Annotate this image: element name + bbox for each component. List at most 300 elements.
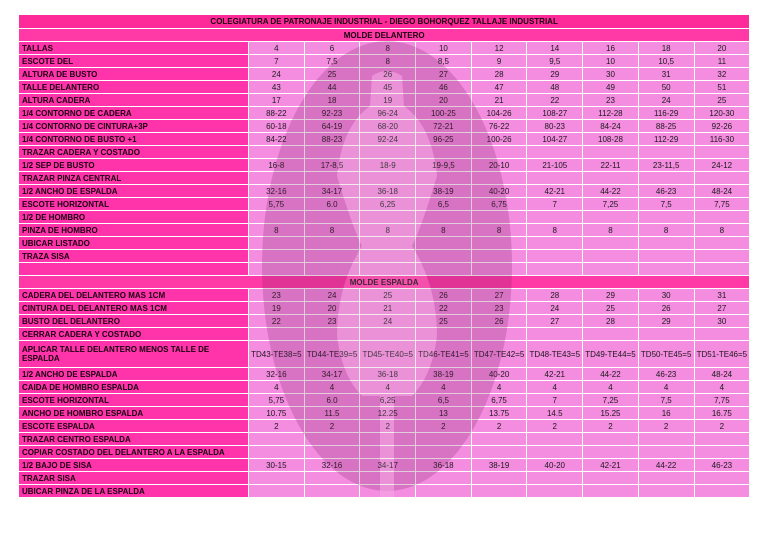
size-value-cell: 14 bbox=[527, 42, 583, 55]
size-value-cell: TD51-TE46=5 bbox=[694, 341, 750, 368]
size-value-cell: 46-23 bbox=[694, 459, 750, 472]
size-value-cell: 30 bbox=[638, 289, 694, 302]
table-row bbox=[19, 263, 750, 276]
size-value-cell: TD45-TE40=5 bbox=[360, 341, 416, 368]
table-row bbox=[19, 146, 750, 159]
size-value-cell: 16.75 bbox=[694, 407, 750, 420]
size-value-cell bbox=[304, 485, 360, 498]
size-value-cell: 4 bbox=[304, 381, 360, 394]
size-value-cell: 23 bbox=[249, 289, 305, 302]
size-value-cell: 7,75 bbox=[694, 198, 750, 211]
size-value-cell bbox=[416, 485, 472, 498]
size-value-cell: 4 bbox=[638, 381, 694, 394]
size-value-cell: 4 bbox=[694, 381, 750, 394]
size-value-cell: 26 bbox=[471, 315, 527, 328]
size-value-cell: 25 bbox=[360, 289, 416, 302]
row-label: ESCOTE HORIZONTAL bbox=[19, 394, 249, 407]
size-value-cell bbox=[638, 328, 694, 341]
size-value-cell: 15.25 bbox=[583, 407, 639, 420]
size-value-cell bbox=[583, 172, 639, 185]
size-value-cell: 23-11,5 bbox=[638, 159, 694, 172]
size-value-cell: 8 bbox=[360, 55, 416, 68]
row-label: 1/2 DE HOMBRO bbox=[19, 211, 249, 224]
section-heading: MOLDE DELANTERO bbox=[19, 29, 750, 42]
row-label: UBICAR LISTADO bbox=[19, 237, 249, 250]
size-value-cell bbox=[638, 485, 694, 498]
row-label: COPIAR COSTADO DEL DELANTERO A LA ESPALDA bbox=[19, 446, 249, 459]
size-value-cell bbox=[471, 250, 527, 263]
row-label: CADERA DEL DELANTERO MAS 1CM bbox=[19, 289, 249, 302]
size-value-cell: 28 bbox=[583, 315, 639, 328]
size-value-cell: TD48-TE43=5 bbox=[527, 341, 583, 368]
size-value-cell: 88-25 bbox=[638, 120, 694, 133]
table-row bbox=[19, 120, 750, 133]
size-value-cell: 14.5 bbox=[527, 407, 583, 420]
size-value-cell: 48-24 bbox=[694, 368, 750, 381]
size-value-cell: 16 bbox=[638, 407, 694, 420]
size-value-cell bbox=[304, 237, 360, 250]
size-value-cell bbox=[638, 263, 694, 276]
size-value-cell: 24 bbox=[527, 302, 583, 315]
size-value-cell: 2 bbox=[638, 420, 694, 433]
size-value-cell: 100-25 bbox=[416, 107, 472, 120]
size-value-cell: 8 bbox=[360, 42, 416, 55]
size-value-cell bbox=[249, 146, 305, 159]
table-row bbox=[19, 446, 750, 459]
size-value-cell: 38-19 bbox=[416, 185, 472, 198]
size-value-cell: 29 bbox=[638, 315, 694, 328]
size-value-cell bbox=[694, 237, 750, 250]
table-row bbox=[19, 381, 750, 394]
size-value-cell: 22 bbox=[249, 315, 305, 328]
size-value-cell: 21 bbox=[360, 302, 416, 315]
size-value-cell: 17 bbox=[249, 94, 305, 107]
table-row bbox=[19, 237, 750, 250]
size-value-cell: 2 bbox=[694, 420, 750, 433]
row-label: UBICAR PINZA DE LA ESPALDA bbox=[19, 485, 249, 498]
size-value-cell bbox=[527, 433, 583, 446]
size-value-cell bbox=[638, 237, 694, 250]
row-label: TRAZA SISA bbox=[19, 250, 249, 263]
size-value-cell bbox=[304, 328, 360, 341]
size-value-cell: 20 bbox=[416, 94, 472, 107]
size-value-cell: 8 bbox=[583, 224, 639, 237]
row-label: ANCHO DE HOMBRO ESPALDA bbox=[19, 407, 249, 420]
size-value-cell: 2 bbox=[360, 420, 416, 433]
size-value-cell: 16 bbox=[583, 42, 639, 55]
table-row bbox=[19, 459, 750, 472]
table-row bbox=[19, 315, 750, 328]
size-value-cell: 13 bbox=[416, 407, 472, 420]
size-value-cell: 25 bbox=[583, 302, 639, 315]
size-value-cell: 23 bbox=[304, 315, 360, 328]
size-value-cell bbox=[249, 211, 305, 224]
size-value-cell: 45 bbox=[360, 81, 416, 94]
size-value-cell bbox=[360, 211, 416, 224]
size-value-cell: 25 bbox=[416, 315, 472, 328]
size-value-cell bbox=[360, 472, 416, 485]
size-value-cell bbox=[527, 263, 583, 276]
table-row bbox=[19, 302, 750, 315]
size-value-cell: 104-26 bbox=[471, 107, 527, 120]
size-value-cell: 24 bbox=[304, 289, 360, 302]
size-value-cell bbox=[527, 472, 583, 485]
table-row bbox=[19, 485, 750, 498]
size-value-cell: 46-23 bbox=[638, 185, 694, 198]
table-row bbox=[19, 94, 750, 107]
size-value-cell: 24 bbox=[360, 315, 416, 328]
size-value-cell: 49 bbox=[583, 81, 639, 94]
size-value-cell bbox=[694, 146, 750, 159]
size-value-cell: TD44-TE39=5 bbox=[304, 341, 360, 368]
size-value-cell: 25 bbox=[304, 68, 360, 81]
row-label: 1/4 CONTORNO DE CINTURA+3P bbox=[19, 120, 249, 133]
size-value-cell bbox=[416, 172, 472, 185]
table-row bbox=[19, 394, 750, 407]
size-value-cell: 7,25 bbox=[583, 394, 639, 407]
size-value-cell: 38-19 bbox=[471, 459, 527, 472]
size-value-cell: 26 bbox=[360, 68, 416, 81]
size-value-cell: 42-21 bbox=[583, 459, 639, 472]
size-value-cell: 19 bbox=[249, 302, 305, 315]
row-label: 1/4 CONTORNO DE BUSTO +1 bbox=[19, 133, 249, 146]
size-value-cell bbox=[249, 237, 305, 250]
size-value-cell: 32-16 bbox=[249, 368, 305, 381]
row-label: ALTURA DE BUSTO bbox=[19, 68, 249, 81]
table-row bbox=[19, 185, 750, 198]
size-value-cell bbox=[694, 250, 750, 263]
size-value-cell bbox=[304, 433, 360, 446]
size-value-cell: 108-28 bbox=[583, 133, 639, 146]
size-value-cell bbox=[249, 172, 305, 185]
row-label: 1/2 ANCHO DE ESPALDA bbox=[19, 368, 249, 381]
size-value-cell: 120-30 bbox=[694, 107, 750, 120]
size-value-cell: 50 bbox=[638, 81, 694, 94]
size-value-cell: 96-24 bbox=[360, 107, 416, 120]
size-value-cell: 25 bbox=[694, 94, 750, 107]
size-value-cell: 11 bbox=[694, 55, 750, 68]
size-value-cell: 6 bbox=[304, 42, 360, 55]
size-value-cell bbox=[304, 146, 360, 159]
size-value-cell: 10 bbox=[583, 55, 639, 68]
size-value-cell bbox=[360, 433, 416, 446]
row-label: ESCOTE ESPALDA bbox=[19, 420, 249, 433]
size-value-cell: 8 bbox=[249, 224, 305, 237]
size-value-cell: 23 bbox=[583, 94, 639, 107]
table-row bbox=[19, 107, 750, 120]
table-row bbox=[19, 172, 750, 185]
size-value-cell: 24 bbox=[638, 94, 694, 107]
size-value-cell: 108-27 bbox=[527, 107, 583, 120]
size-value-cell bbox=[471, 237, 527, 250]
size-value-cell: 40-20 bbox=[527, 459, 583, 472]
size-value-cell: 34-17 bbox=[304, 368, 360, 381]
size-value-cell: 10 bbox=[416, 42, 472, 55]
size-value-cell bbox=[360, 446, 416, 459]
table-row bbox=[19, 42, 750, 55]
size-value-cell: 104-27 bbox=[527, 133, 583, 146]
size-value-cell bbox=[583, 250, 639, 263]
size-value-cell: 48-24 bbox=[694, 185, 750, 198]
size-value-cell: 4 bbox=[249, 381, 305, 394]
size-value-cell bbox=[416, 328, 472, 341]
size-value-cell: 2 bbox=[304, 420, 360, 433]
row-label: 1/2 SEP DE BUSTO bbox=[19, 159, 249, 172]
size-value-cell: 7 bbox=[527, 394, 583, 407]
size-value-cell bbox=[471, 172, 527, 185]
row-label: ESCOTE HORIZONTAL bbox=[19, 198, 249, 211]
table-row bbox=[19, 250, 750, 263]
size-value-cell bbox=[416, 433, 472, 446]
row-label: TRAZAR CADERA Y COSTADO bbox=[19, 146, 249, 159]
table-row bbox=[19, 289, 750, 302]
size-value-cell: 72-21 bbox=[416, 120, 472, 133]
size-value-cell bbox=[638, 211, 694, 224]
size-value-cell bbox=[471, 146, 527, 159]
size-value-cell: 30-15 bbox=[249, 459, 305, 472]
size-value-cell bbox=[638, 446, 694, 459]
size-value-cell: 12.25 bbox=[360, 407, 416, 420]
size-value-cell: TD50-TE45=5 bbox=[638, 341, 694, 368]
size-value-cell: 44-22 bbox=[638, 459, 694, 472]
size-value-cell bbox=[471, 446, 527, 459]
size-value-cell bbox=[360, 146, 416, 159]
size-value-cell: 27 bbox=[471, 289, 527, 302]
size-value-cell bbox=[694, 485, 750, 498]
size-value-cell bbox=[360, 328, 416, 341]
size-value-cell bbox=[360, 172, 416, 185]
size-value-cell bbox=[694, 211, 750, 224]
size-value-cell: 8 bbox=[527, 224, 583, 237]
size-value-cell: 6,5 bbox=[416, 198, 472, 211]
size-value-cell: 7,75 bbox=[694, 394, 750, 407]
size-value-cell: 23 bbox=[471, 302, 527, 315]
row-label: CAIDA DE HOMBRO ESPALDA bbox=[19, 381, 249, 394]
size-value-cell bbox=[249, 485, 305, 498]
size-value-cell bbox=[249, 446, 305, 459]
size-value-cell: 8 bbox=[638, 224, 694, 237]
size-value-cell: 8 bbox=[471, 224, 527, 237]
size-value-cell bbox=[527, 237, 583, 250]
size-value-cell: 96-25 bbox=[416, 133, 472, 146]
size-value-cell: 76-22 bbox=[471, 120, 527, 133]
size-value-cell: 64-19 bbox=[304, 120, 360, 133]
table-row bbox=[19, 368, 750, 381]
size-value-cell bbox=[360, 485, 416, 498]
sizing-table bbox=[18, 14, 750, 498]
size-value-cell: 24 bbox=[249, 68, 305, 81]
size-value-cell bbox=[416, 237, 472, 250]
size-value-cell: 6.0 bbox=[304, 394, 360, 407]
table-row bbox=[19, 224, 750, 237]
size-value-cell: 32-16 bbox=[249, 185, 305, 198]
size-value-cell bbox=[694, 433, 750, 446]
size-value-cell: 44-22 bbox=[583, 368, 639, 381]
size-value-cell bbox=[527, 172, 583, 185]
size-value-cell bbox=[638, 433, 694, 446]
size-value-cell: 16-8 bbox=[249, 159, 305, 172]
size-value-cell: 13.75 bbox=[471, 407, 527, 420]
size-value-cell bbox=[416, 446, 472, 459]
size-value-cell: 21 bbox=[471, 94, 527, 107]
size-value-cell: 4 bbox=[471, 381, 527, 394]
size-value-cell bbox=[249, 433, 305, 446]
size-value-cell bbox=[527, 250, 583, 263]
size-value-cell: 2 bbox=[249, 420, 305, 433]
row-label: TRAZAR CENTRO ESPALDA bbox=[19, 433, 249, 446]
row-label: PINZA DE HOMBRO bbox=[19, 224, 249, 237]
size-value-cell: 47 bbox=[471, 81, 527, 94]
size-value-cell: 9 bbox=[471, 55, 527, 68]
row-label: APLICAR TALLE DELANTERO MENOS TALLE DE ESPALDA bbox=[19, 341, 249, 368]
size-value-cell: 42-21 bbox=[527, 368, 583, 381]
size-value-cell: 18 bbox=[304, 94, 360, 107]
size-value-cell bbox=[583, 211, 639, 224]
size-value-cell: 4 bbox=[527, 381, 583, 394]
size-value-cell bbox=[583, 237, 639, 250]
size-value-cell: 19-9,5 bbox=[416, 159, 472, 172]
size-value-cell: 8,5 bbox=[416, 55, 472, 68]
size-value-cell: 7,5 bbox=[638, 198, 694, 211]
size-value-cell: 92-23 bbox=[304, 107, 360, 120]
size-value-cell: 8 bbox=[416, 224, 472, 237]
size-value-cell: 32-16 bbox=[304, 459, 360, 472]
size-value-cell bbox=[638, 146, 694, 159]
row-label: CERRAR CADERA Y COSTADO bbox=[19, 328, 249, 341]
size-value-cell bbox=[694, 446, 750, 459]
size-value-cell: 27 bbox=[694, 302, 750, 315]
size-value-cell: TD43-TE38=5 bbox=[249, 341, 305, 368]
size-value-cell: 30 bbox=[694, 315, 750, 328]
size-value-cell: 44 bbox=[304, 81, 360, 94]
size-value-cell: 20 bbox=[694, 42, 750, 55]
size-value-cell: 51 bbox=[694, 81, 750, 94]
row-label bbox=[19, 263, 249, 276]
size-value-cell: 20 bbox=[304, 302, 360, 315]
size-value-cell: 21-105 bbox=[527, 159, 583, 172]
row-label: CINTURA DEL DELANTERO MAS 1CM bbox=[19, 302, 249, 315]
size-value-cell: 32 bbox=[694, 68, 750, 81]
size-value-cell bbox=[471, 472, 527, 485]
size-value-cell bbox=[638, 172, 694, 185]
size-value-cell: 36-18 bbox=[360, 368, 416, 381]
size-value-cell bbox=[304, 472, 360, 485]
table-row bbox=[19, 198, 750, 211]
size-value-cell: 19 bbox=[360, 94, 416, 107]
row-label: 1/2 ANCHO DE ESPALDA bbox=[19, 185, 249, 198]
size-value-cell: 46 bbox=[416, 81, 472, 94]
size-value-cell: 6,75 bbox=[471, 198, 527, 211]
table-row bbox=[19, 211, 750, 224]
table-row bbox=[19, 81, 750, 94]
size-value-cell: 5,75 bbox=[249, 198, 305, 211]
size-value-cell: 46-23 bbox=[638, 368, 694, 381]
size-value-cell: 17-8,5 bbox=[304, 159, 360, 172]
size-value-cell: 4 bbox=[249, 42, 305, 55]
size-value-cell bbox=[249, 328, 305, 341]
size-value-cell: 27 bbox=[416, 68, 472, 81]
size-value-cell: 26 bbox=[416, 289, 472, 302]
size-value-cell: 92-26 bbox=[694, 120, 750, 133]
size-value-cell: 4 bbox=[416, 381, 472, 394]
size-value-cell bbox=[527, 328, 583, 341]
table-row bbox=[19, 133, 750, 146]
size-value-cell bbox=[694, 328, 750, 341]
size-value-cell bbox=[304, 250, 360, 263]
size-value-cell: 24-12 bbox=[694, 159, 750, 172]
size-value-cell: 34-17 bbox=[360, 459, 416, 472]
size-value-cell bbox=[360, 237, 416, 250]
row-label: ALTURA CADERA bbox=[19, 94, 249, 107]
size-value-cell bbox=[638, 250, 694, 263]
size-value-cell bbox=[416, 146, 472, 159]
size-value-cell bbox=[583, 146, 639, 159]
size-value-cell: 22 bbox=[416, 302, 472, 315]
table-row bbox=[19, 420, 750, 433]
size-value-cell: 68-20 bbox=[360, 120, 416, 133]
table-row bbox=[19, 55, 750, 68]
size-value-cell: 40-20 bbox=[471, 185, 527, 198]
size-value-cell bbox=[304, 172, 360, 185]
size-value-cell: 84-22 bbox=[249, 133, 305, 146]
size-value-cell: 4 bbox=[583, 381, 639, 394]
size-value-cell bbox=[471, 328, 527, 341]
size-value-cell bbox=[527, 146, 583, 159]
size-value-cell: 12 bbox=[471, 42, 527, 55]
size-value-cell bbox=[583, 263, 639, 276]
size-value-cell: 8 bbox=[360, 224, 416, 237]
size-value-cell bbox=[694, 472, 750, 485]
size-value-cell bbox=[638, 472, 694, 485]
row-label: TRAZAR SISA bbox=[19, 472, 249, 485]
size-value-cell: 28 bbox=[471, 68, 527, 81]
size-value-cell bbox=[583, 446, 639, 459]
size-value-cell bbox=[304, 446, 360, 459]
size-value-cell: 8 bbox=[694, 224, 750, 237]
size-value-cell bbox=[304, 263, 360, 276]
size-value-cell: 42-21 bbox=[527, 185, 583, 198]
row-label: TALLAS bbox=[19, 42, 249, 55]
size-value-cell bbox=[249, 472, 305, 485]
size-value-cell: 8 bbox=[304, 224, 360, 237]
size-value-cell: 28 bbox=[527, 289, 583, 302]
size-value-cell bbox=[583, 485, 639, 498]
size-value-cell: 40-20 bbox=[471, 368, 527, 381]
size-value-cell: 4 bbox=[360, 381, 416, 394]
table-row bbox=[19, 159, 750, 172]
table-row bbox=[19, 472, 750, 485]
size-value-cell: 7,5 bbox=[638, 394, 694, 407]
size-value-cell: TD46-TE41=5 bbox=[416, 341, 472, 368]
sizing-sheet bbox=[18, 14, 750, 498]
size-value-cell: 2 bbox=[416, 420, 472, 433]
size-value-cell: 7,5 bbox=[304, 55, 360, 68]
size-value-cell bbox=[471, 433, 527, 446]
document-title: COLEGIATURA DE PATRONAJE INDUSTRIAL - DIEGO BOHORQUEZ TALLAJE INDUSTRIAL bbox=[19, 15, 750, 29]
size-value-cell bbox=[583, 328, 639, 341]
size-value-cell bbox=[360, 263, 416, 276]
size-value-cell: 5,75 bbox=[249, 394, 305, 407]
size-value-cell: 6.0 bbox=[304, 198, 360, 211]
table-row bbox=[19, 407, 750, 420]
size-value-cell: 100-26 bbox=[471, 133, 527, 146]
size-value-cell: 36-18 bbox=[416, 459, 472, 472]
size-value-cell: 10,5 bbox=[638, 55, 694, 68]
size-value-cell: 36-18 bbox=[360, 185, 416, 198]
size-value-cell bbox=[471, 211, 527, 224]
size-value-cell: 31 bbox=[638, 68, 694, 81]
size-value-cell bbox=[583, 433, 639, 446]
